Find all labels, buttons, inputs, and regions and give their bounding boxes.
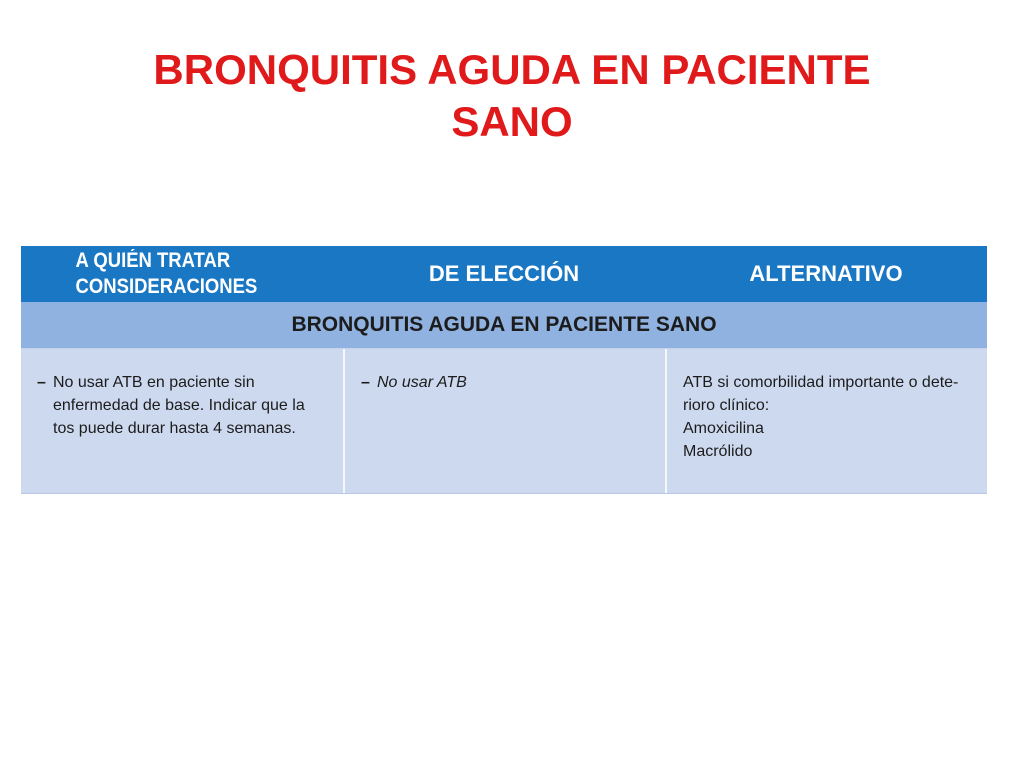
slide-title bbox=[60, 44, 964, 148]
cell-text-alternativo-line-1: ATB si comorbilidad importante o dete- bbox=[683, 374, 959, 391]
cell-text-de-eleccion: No usar ATB bbox=[377, 374, 467, 391]
table-cell-alternativo bbox=[665, 349, 987, 493]
table-cell-consideraciones bbox=[21, 349, 343, 493]
table-row bbox=[21, 349, 987, 494]
table-subheader: BRONQUITIS AGUDA EN PACIENTE SANO bbox=[21, 302, 987, 349]
cell-text-consideraciones: No usar ATB en paciente sin enfermedad de base. Indicar que la tos puede durar hasta 4 semanas. bbox=[53, 374, 305, 437]
header-cell-a-quien-tratar bbox=[21, 246, 304, 302]
table-header-row bbox=[21, 246, 987, 302]
treatment-table bbox=[21, 246, 987, 494]
bullet-dash: – bbox=[37, 374, 46, 391]
header-cell-a-quien-tratar-line-2: CONSIDERACIONES bbox=[75, 275, 258, 298]
header-cell-alternativo: ALTERNATIVO bbox=[749, 261, 903, 286]
header-cell-de-eleccion: DE ELECCIÓN bbox=[428, 261, 580, 286]
bullet-dash: – bbox=[361, 374, 370, 391]
table-cell-de-eleccion bbox=[343, 349, 665, 493]
header-cell-a-quien-tratar-line-1: A QUIÉN TRATAR bbox=[75, 249, 231, 272]
cell-text-alternativo-line-3: Amoxicilina bbox=[683, 420, 764, 437]
slide-title-line-2: SANO bbox=[451, 98, 573, 145]
slide-title-line-1: BRONQUITIS AGUDA EN PACIENTE bbox=[153, 46, 871, 93]
cell-text-alternativo-line-2: rioro clínico: bbox=[683, 397, 770, 414]
cell-text-alternativo-line-4: Macrólido bbox=[683, 443, 753, 460]
